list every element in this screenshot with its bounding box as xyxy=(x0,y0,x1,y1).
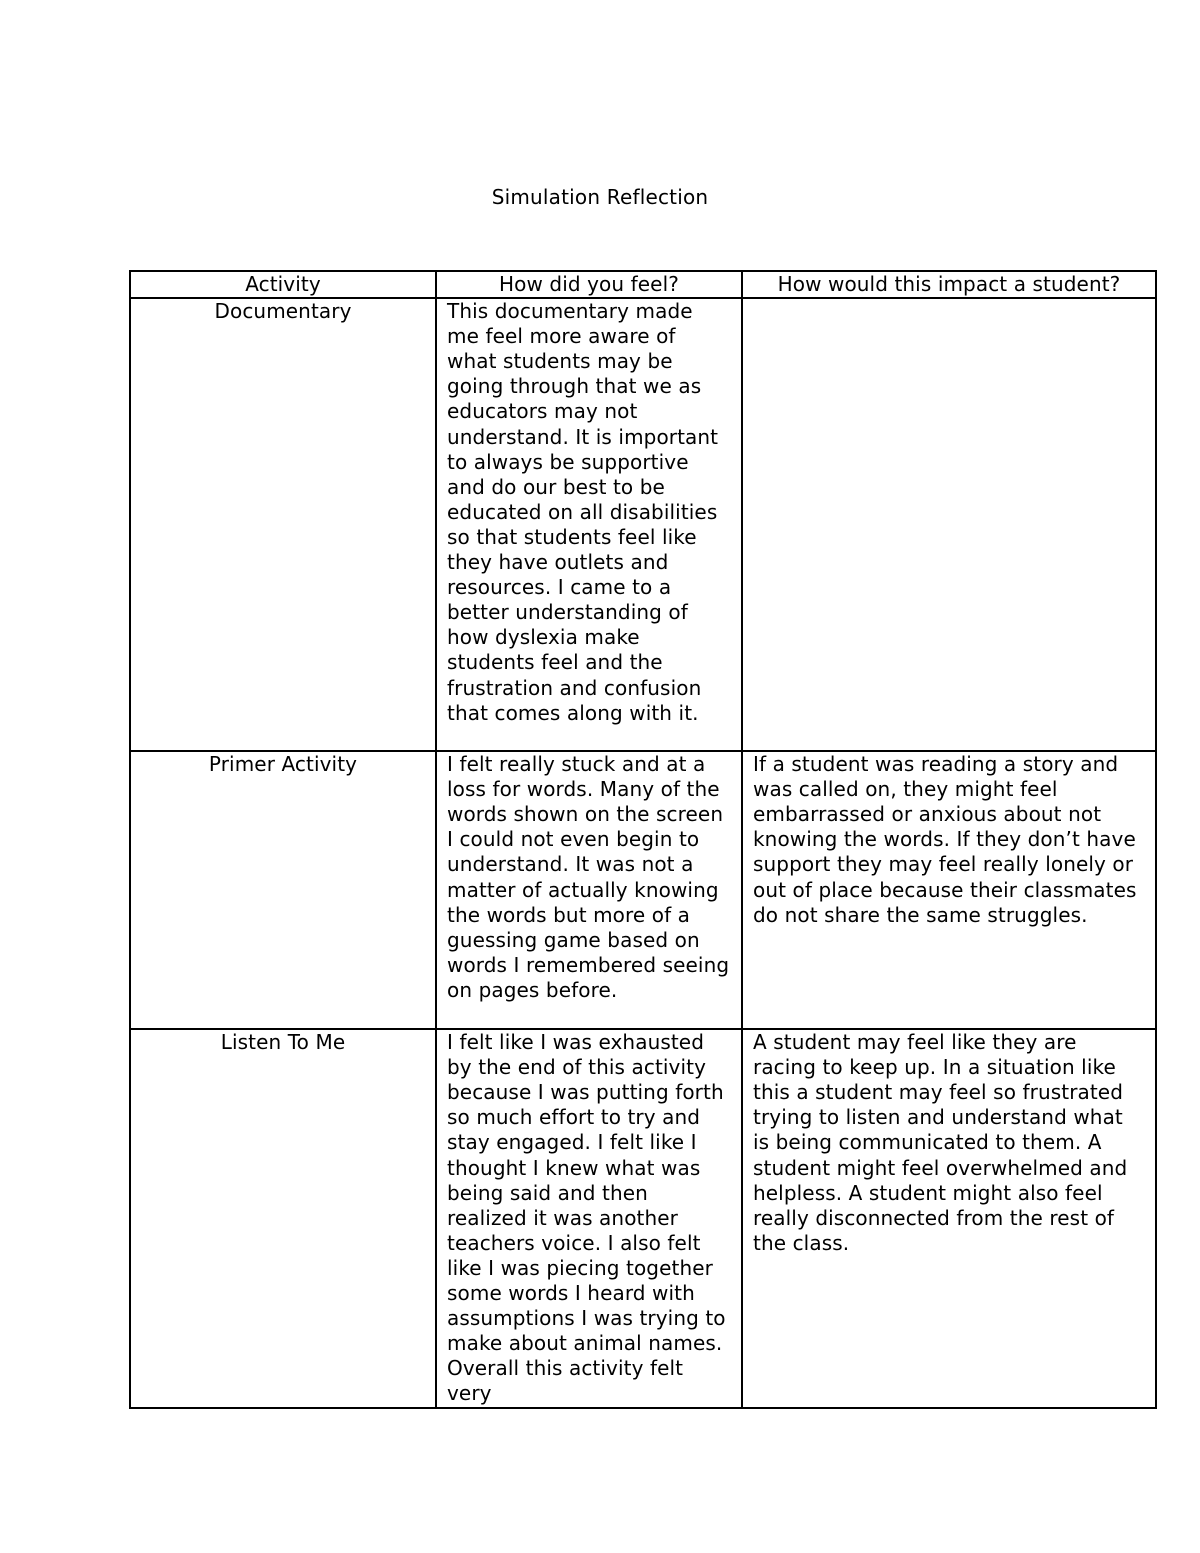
table-row xyxy=(130,751,1156,1029)
table-header-row xyxy=(130,271,1156,298)
activity-cell: Documentary xyxy=(130,298,436,751)
impact-cell: A student may feel like they are racing to keep up. In a situation like this a student may feel so frustrated trying to listen and understand what is being communicated to them. A student might feel overwhelmed and helpless. A student might also feel really disconnected from the rest of the class. xyxy=(742,1029,1156,1407)
activity-cell: Primer Activity xyxy=(130,751,436,1029)
table-row xyxy=(130,298,1156,751)
header-feel: How did you feel? xyxy=(436,271,742,298)
feel-cell: This documentary made me feel more aware of what students may be going through that we as educators may not understand. It is important to always be supportive and do our best to be educated on all disabilities so that students feel like they have outlets and resources. I came to a better understanding of how dyslexia make students feel and the frustration and confusion that comes along with it. xyxy=(436,298,742,751)
feel-cell: I felt really stuck and at a loss for words. Many of the words shown on the screen I could not even begin to understand. It was not a matter of actually knowing the words but more of a guessing game based on words I remembered seeing on pages before. xyxy=(436,751,742,1029)
table-row xyxy=(130,1029,1156,1407)
activity-cell: Listen To Me xyxy=(130,1029,436,1407)
impact-cell: If a student was reading a story and was called on, they might feel embarrassed or anxious about not knowing the words. If they don’t have support they may feel really lonely or out of place because their classmates do not share the same struggles. xyxy=(742,751,1156,1029)
feel-cell: I felt like I was exhausted by the end of this activity because I was putting forth so much effort to try and stay engaged. I felt like I thought I knew what was being said and then realized it was another teachers voice. I also felt like I was piecing together some words I heard with assumptions I was trying to make about animal names. Overall this activity felt very xyxy=(436,1029,742,1407)
header-impact: How would this impact a student? xyxy=(742,271,1156,298)
page-title: Simulation Reflection xyxy=(491,185,709,209)
reflection-table xyxy=(129,270,1157,1409)
header-activity: Activity xyxy=(130,271,436,298)
impact-cell xyxy=(742,298,1156,751)
